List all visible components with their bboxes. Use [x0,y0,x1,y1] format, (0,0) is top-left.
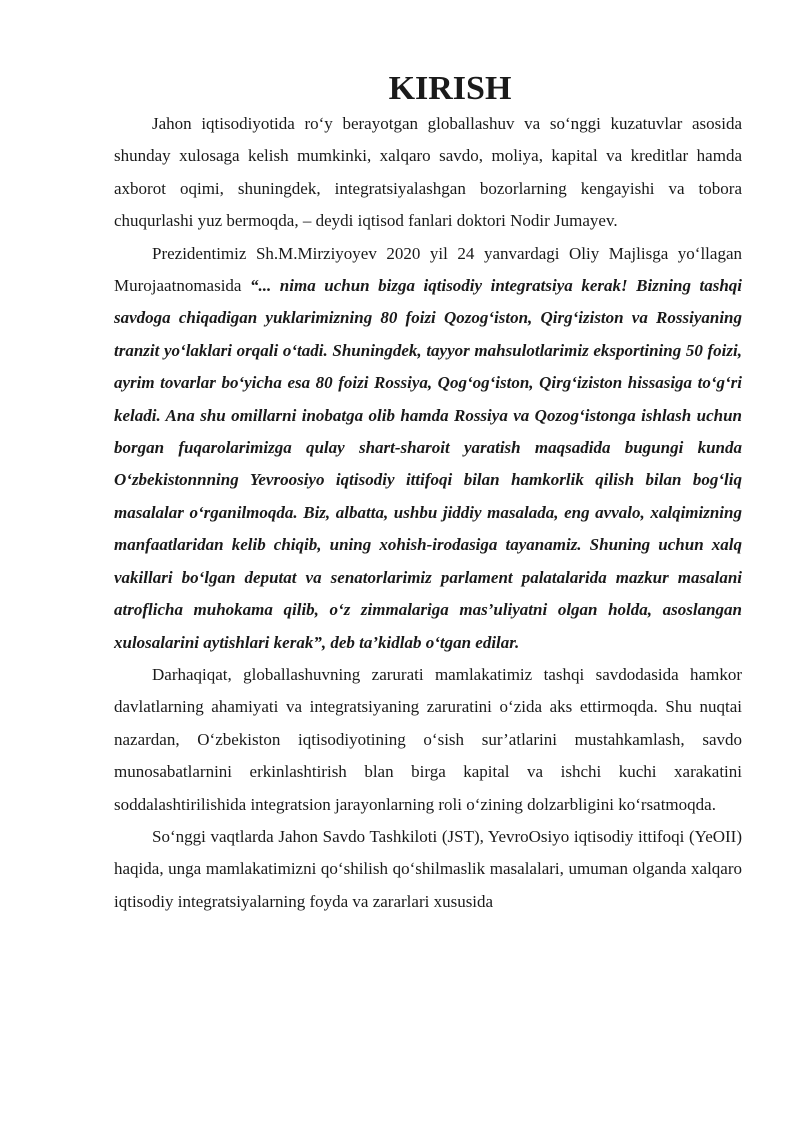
president-quote: “... nima uchun bizga iqtisodiy integratsiya kerak! Bizning tashqi savdoga chiqadigan yuklarimizning 80 foizi Qozog‘iston, Qirg‘iziston va Rossiyaning tranzit yo‘laklari orqali o‘tadi. Shuningdek, tayyor mahsulotlarimiz eksportining 50 foizi, ayrim tovarlar bo‘yicha esa 80 foizi Rossiya, Qog‘og‘iston, Qirg‘iziston hissasiga to‘g‘ri keladi. Ana shu omillarni inobatga olib hamda Rossiya va Qozog‘istonga ishlash uchun borgan fuqarolarimizga qulay shart-sharoit yaratish maqsadida bugungi kunda O‘zbekistonnning Yevroosiyo iqtisodiy ittifoqi bilan hamkorlik qilish bilan bog‘liq masalalar o‘rganilmoqda. Biz, albatta, ushbu jiddiy masalada, eng avvalo, xalqimizning manfaatlaridan kelib chiqib, uning xohish-irodasiga tayanamiz. Shuning uchun xalq vakillari bo‘lgan deputat va senatorlarimiz parlament palatalarida mazkur masalani atroflicha muhokama qilib, o‘z zimmalariga mas’uliyatni olgan holda, asoslangan xulosalarini aytishlari kerak”, deb ta’kidlab o‘tgan edilar. [114,276,743,652]
paragraph-1-text: Jahon iqtisodiyotida ro‘y berayotgan globallashuv va so‘nggi kuzatuvlar asosida shunday xulosaga kelish mumkinki, xalqaro savdo, moliya, kapital va kreditlar hamda axborot oqimi, shuningdek, integratsiyalashgan bozorlarning kengayishi va tobora chuqurlashi yuz bermoqda, – deydi iqtisod fanlari doktori Nodir Jumayev. [114,114,742,231]
paragraph-4-text: So‘nggi vaqtlarda Jahon Savdo Tashkiloti (JST), YevroOsiyo iqtisodiy ittifoqi (YeOII) haqida, unga mamlakatimizni qo‘shilish qo‘shilmaslik masalalari, umuman olganda xalqaro iqtisodiy integratsiyalarning foyda va zararlari xususida [114,826,742,911]
page-title: KIRISH [388,70,512,107]
paragraph-2 [114,238,742,659]
paragraph-2-intro: Prezidentimiz Sh.M.Mirziyoyev 2020 yil 24 yanvardagi Oliy Majlisga yo‘llagan Murojaatnomasida [114,243,742,296]
paragraph-1 [114,108,742,238]
paragraph-3-text: Darhaqiqat, globallashuvning zarurati mamlakatimiz tashqi savdodasida hamkor davlatlarning ahamiyati va integratsiyaning zaruratini o‘zida aks ettirmoqda. Shu nuqtai nazardan, O‘zbekiston iqtisodiyotining o‘sish sur’atlarini mustahkamlash, savdo munosabatlarnini erkinlashtirish blan birga kapital va ishchi kuchi xarakatini soddalashtirilishida integratsion jarayonlarning roli o‘zining dolzarbligini ko‘rsatmoqda. [114,664,742,814]
paragraph-4 [114,821,742,918]
document-page [114,70,743,918]
paragraph-3 [114,659,742,821]
